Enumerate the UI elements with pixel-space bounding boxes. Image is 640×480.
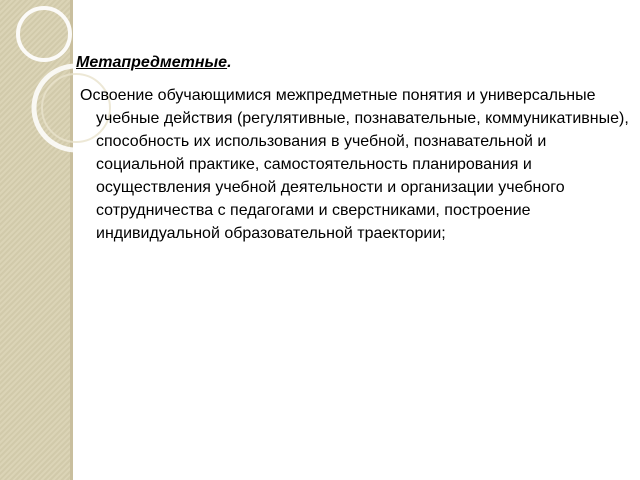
- heading-text: Метапредметные: [76, 54, 228, 71]
- ring-top: [18, 8, 70, 60]
- slide-content: [76, 52, 636, 245]
- slide-paragraph: Освоение обучающимися межпредметные понятия и универсальные учебные действия (регулятивные, познавательные, коммуникативные), способность их использования в учебной, познавательной и социальной практике, самостоятельность планирования и осуществления учебной деятельности и организации учебного сотрудничества с педагогами и сверстниками, построение индивидуальной образовательной траектории;: [80, 87, 629, 242]
- heading-suffix: .: [227, 54, 232, 71]
- slide-heading: [76, 52, 636, 74]
